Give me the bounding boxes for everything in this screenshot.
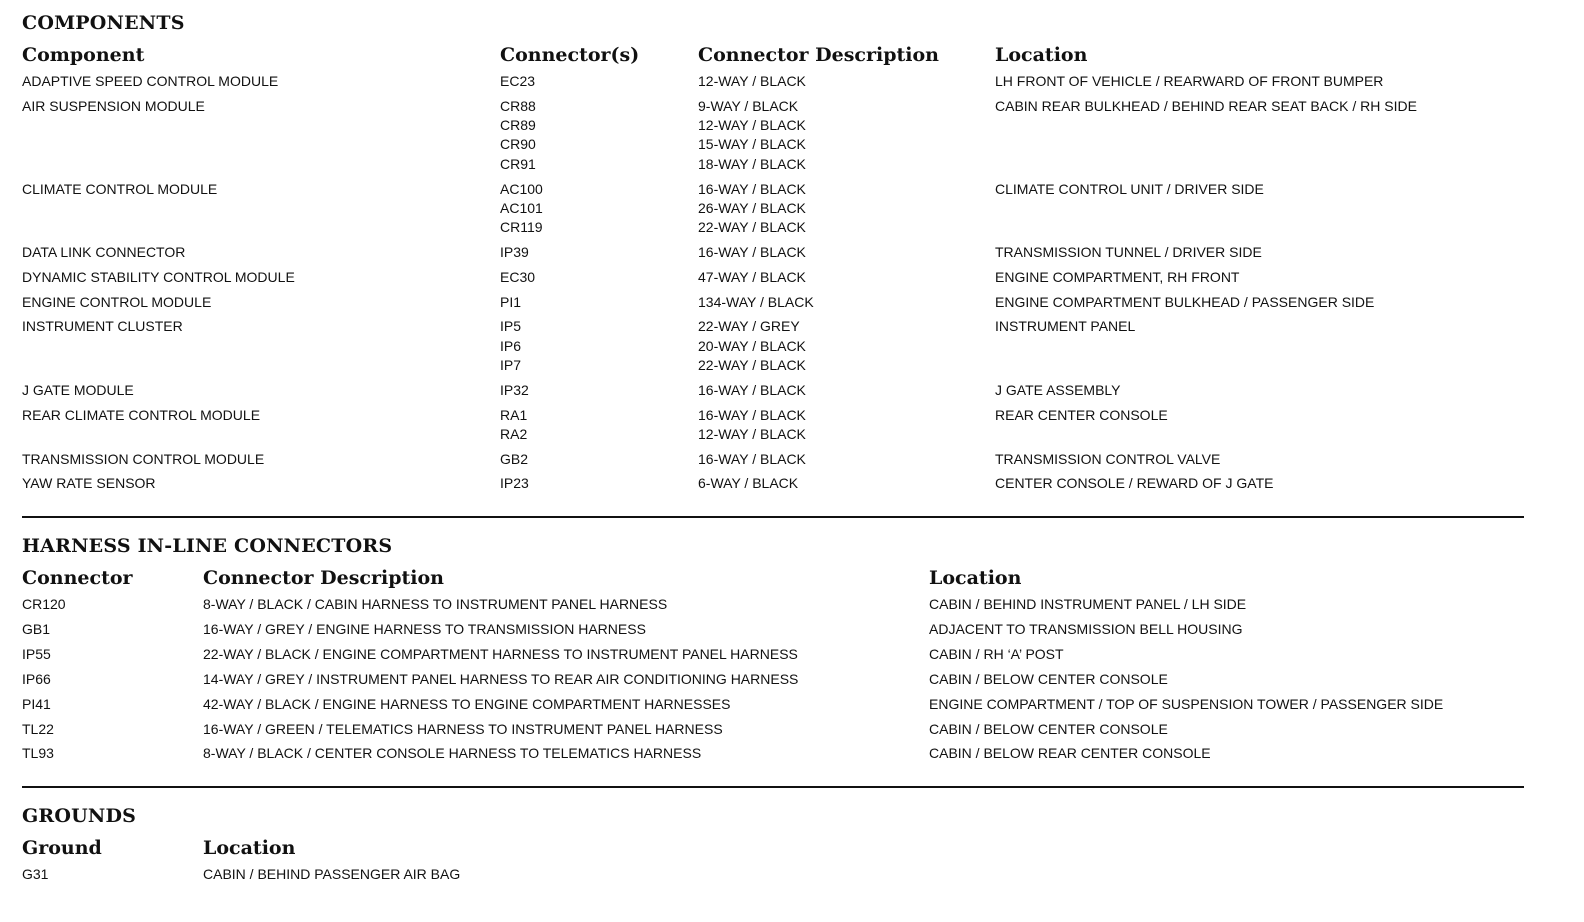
connector-description <box>698 268 806 287</box>
connector-description-line: 18-WAY / BLACK <box>698 155 806 172</box>
connector-description-line: 16-WAY / BLACK <box>698 381 806 398</box>
connector-description-line: 16-WAY / BLACK <box>698 243 806 260</box>
connector-id <box>22 645 51 664</box>
connector-location <box>929 620 1243 639</box>
connector-description-line: 9-WAY / BLACK <box>698 97 799 114</box>
connector-description-line: 8-WAY / BLACK / CENTER CONSOLE HARNESS TO TELEMATICS HARNESS <box>203 745 702 762</box>
connector-ids-line: PI1 <box>500 293 522 310</box>
harness-header-row <box>22 567 1524 595</box>
header-connector: Connector <box>22 567 133 589</box>
component-location <box>995 293 1374 312</box>
connector-ids-line: IP23 <box>500 475 529 492</box>
component-location-line: CLIMATE CONTROL UNIT / DRIVER SIDE <box>995 180 1264 197</box>
connector-location <box>929 720 1168 739</box>
connector-ids-line: GB2 <box>500 450 529 467</box>
connector-location <box>929 645 1064 664</box>
connector-description <box>698 381 806 400</box>
connector-description <box>203 670 798 689</box>
connector-location-line: CABIN / BELOW CENTER CONSOLE <box>929 720 1168 737</box>
connector-location-line: CABIN / BELOW REAR CENTER CONSOLE <box>929 745 1211 762</box>
connector-description <box>203 645 798 664</box>
ground-location <box>203 865 460 884</box>
harness-title: HARNESS IN-LINE CONNECTORS <box>22 535 393 557</box>
components-section <box>22 12 1524 492</box>
grounds-title: GROUNDS <box>22 805 137 827</box>
component-name <box>22 406 260 425</box>
connector-description <box>203 744 701 763</box>
connector-description-line: 47-WAY / BLACK <box>698 268 806 285</box>
connector-ids-line: IP6 <box>500 337 522 354</box>
connector-location-line: ADJACENT TO TRANSMISSION BELL HOUSING <box>929 620 1243 637</box>
connector-description <box>203 720 723 739</box>
connector-description-line: 20-WAY / BLACK <box>698 337 806 354</box>
component-name <box>22 474 156 493</box>
component-location <box>995 72 1383 91</box>
component-location-line: ENGINE COMPARTMENT BULKHEAD / PASSENGER SIDE <box>995 293 1375 310</box>
component-location-line: REAR CENTER CONSOLE <box>995 406 1168 423</box>
connector-description-line: 22-WAY / BLACK <box>698 219 806 236</box>
harness-section <box>22 535 1524 762</box>
connector-description-line: 16-WAY / GREEN / TELEMATICS HARNESS TO INSTRUMENT PANEL HARNESS <box>203 720 723 737</box>
component-location <box>995 406 1168 425</box>
connector-ids <box>500 268 535 287</box>
connector-ids-line: CR91 <box>500 155 536 172</box>
connector-ids <box>500 450 528 469</box>
section-divider <box>22 516 1524 518</box>
connector-description-line: 12-WAY / BLACK <box>698 425 806 442</box>
connector-location <box>929 595 1246 614</box>
connector-description-line: 22-WAY / BLACK / ENGINE COMPARTMENT HARNESS TO INSTRUMENT PANEL HARNESS <box>203 645 798 662</box>
connector-description-line: 42-WAY / BLACK / ENGINE HARNESS TO ENGINE COMPARTMENT HARNESSES <box>203 695 731 712</box>
connector-id <box>22 695 51 714</box>
component-name-line: CLIMATE CONTROL MODULE <box>22 180 218 197</box>
connector-id <box>22 670 51 689</box>
component-location <box>995 450 1220 469</box>
connector-id-line: TL22 <box>22 720 54 737</box>
grounds-header-row <box>22 837 1524 865</box>
component-name <box>22 268 295 287</box>
grounds-section <box>22 805 1524 882</box>
connector-id <box>22 620 50 639</box>
connector-ids <box>500 317 521 375</box>
component-name-line: ADAPTIVE SPEED CONTROL MODULE <box>22 73 279 89</box>
connector-ids-line: CR89 <box>500 117 536 134</box>
connector-description-line: 14-WAY / GREY / INSTRUMENT PANEL HARNESS TO REAR AIR CONDITIONING HARNESS <box>203 670 799 687</box>
connector-location-line: ENGINE COMPARTMENT / TOP OF SUSPENSION TOWER / PASSENGER SIDE <box>929 695 1444 712</box>
connector-description-line: 16-WAY / GREY / ENGINE HARNESS TO TRANSMISSION HARNESS <box>203 620 646 637</box>
connector-ids-line: AC101 <box>500 199 543 216</box>
component-location <box>995 317 1135 336</box>
connector-description <box>698 243 806 262</box>
connector-location <box>929 744 1211 763</box>
header-connector-description: Connector Description <box>203 567 444 589</box>
component-name-line: INSTRUMENT CLUSTER <box>22 318 183 335</box>
component-name <box>22 293 211 312</box>
connector-ids <box>500 474 529 493</box>
header-location: Location <box>995 44 1088 66</box>
connector-id-line: PI41 <box>22 695 51 712</box>
connector-ids-line: IP32 <box>500 381 529 398</box>
ground-id-line: G31 <box>22 866 49 882</box>
header-ground: Ground <box>22 837 102 859</box>
connector-description-line: 26-WAY / BLACK <box>698 199 806 216</box>
component-location-line: INSTRUMENT PANEL <box>995 318 1136 335</box>
connector-ids <box>500 97 536 174</box>
connector-ids <box>500 381 529 400</box>
connector-description-line: 6-WAY / BLACK <box>698 475 799 492</box>
connector-ids <box>500 180 543 238</box>
component-name-line: YAW RATE SENSOR <box>22 475 156 492</box>
connector-description-line: 134-WAY / BLACK <box>698 293 814 310</box>
component-location-line: TRANSMISSION TUNNEL / DRIVER SIDE <box>995 243 1262 260</box>
connector-description-line: 16-WAY / BLACK <box>698 406 806 423</box>
connector-location <box>929 695 1443 714</box>
connector-description <box>698 450 806 469</box>
component-location-line: J GATE ASSEMBLY <box>995 381 1121 398</box>
connector-description-line: 16-WAY / BLACK <box>698 180 806 197</box>
component-name <box>22 180 217 199</box>
component-location <box>995 180 1264 199</box>
component-name <box>22 381 134 400</box>
connector-ids <box>500 72 535 91</box>
connector-id <box>22 744 54 763</box>
component-name <box>22 243 185 262</box>
component-name-line: J GATE MODULE <box>22 381 134 398</box>
connector-ids-line: IP39 <box>500 243 529 260</box>
connector-description-line: 16-WAY / BLACK <box>698 450 806 467</box>
connector-ids <box>500 293 521 312</box>
connector-ids-line: RA2 <box>500 425 528 442</box>
connector-ids <box>500 243 529 262</box>
connector-description <box>698 180 806 238</box>
component-location-line: TRANSMISSION CONTROL VALVE <box>995 450 1221 467</box>
connector-id-line: IP55 <box>22 645 51 662</box>
component-name-line: ENGINE CONTROL MODULE <box>22 293 212 310</box>
header-connector-description: Connector Description <box>698 44 939 66</box>
connector-ids-line: AC100 <box>500 180 543 197</box>
component-location <box>995 268 1240 287</box>
component-name <box>22 97 205 116</box>
component-name-line: DYNAMIC STABILITY CONTROL MODULE <box>22 268 295 285</box>
component-location <box>995 381 1121 400</box>
component-location <box>995 243 1262 262</box>
connector-description <box>698 406 806 445</box>
connector-id <box>22 595 66 614</box>
component-location-line: LH FRONT OF VEHICLE / REARWARD OF FRONT BUMPER <box>995 73 1384 89</box>
connector-id-line: TL93 <box>22 745 54 762</box>
connector-description-line: 12-WAY / BLACK <box>698 73 806 89</box>
connector-description <box>203 620 646 639</box>
connector-ids-line: CR119 <box>500 219 543 236</box>
component-location-line: CABIN REAR BULKHEAD / BEHIND REAR SEAT BACK / RH SIDE <box>995 97 1417 114</box>
connector-id-line: IP66 <box>22 670 51 687</box>
components-title: COMPONENTS <box>22 12 185 34</box>
header-location: Location <box>929 567 1022 589</box>
connector-description <box>698 293 814 312</box>
connector-ids-line: EC30 <box>500 268 536 285</box>
connector-ids-line: IP7 <box>500 356 522 373</box>
connector-id-line: GB1 <box>22 620 51 637</box>
connector-ids-line: CR90 <box>500 136 536 153</box>
connector-ids <box>500 406 527 445</box>
connector-ids-line: RA1 <box>500 406 528 423</box>
connector-description <box>698 317 806 375</box>
component-name <box>22 317 183 336</box>
header-component: Component <box>22 44 145 66</box>
component-name <box>22 72 278 91</box>
component-location <box>995 97 1417 116</box>
connector-description <box>698 72 806 91</box>
components-header-row <box>22 44 1524 72</box>
connector-description <box>203 695 730 714</box>
connector-location <box>929 670 1168 689</box>
connector-id <box>22 720 54 739</box>
connector-description <box>698 97 806 174</box>
connector-description <box>203 595 667 614</box>
connector-description-line: 8-WAY / BLACK / CABIN HARNESS TO INSTRUMENT PANEL HARNESS <box>203 596 668 612</box>
component-name-line: AIR SUSPENSION MODULE <box>22 97 205 114</box>
component-location-line: CENTER CONSOLE / REWARD OF J GATE <box>995 475 1274 492</box>
connector-id-line: CR120 <box>22 596 66 612</box>
connector-description-line: 12-WAY / BLACK <box>698 117 806 134</box>
component-name-line: REAR CLIMATE CONTROL MODULE <box>22 406 261 423</box>
component-location-line: ENGINE COMPARTMENT, RH FRONT <box>995 268 1240 285</box>
connector-ids-line: IP5 <box>500 318 522 335</box>
ground-location-line: CABIN / BEHIND PASSENGER AIR BAG <box>203 866 461 882</box>
section-divider <box>22 786 1524 788</box>
connector-location-line: CABIN / BEHIND INSTRUMENT PANEL / LH SIDE <box>929 596 1247 612</box>
connector-location-line: CABIN / BELOW CENTER CONSOLE <box>929 670 1168 687</box>
header-connectors: Connector(s) <box>500 44 640 66</box>
component-name-line: TRANSMISSION CONTROL MODULE <box>22 450 265 467</box>
connector-ids-line: EC23 <box>500 73 536 89</box>
connector-ids-line: CR88 <box>500 97 536 114</box>
component-name <box>22 450 264 469</box>
component-name-line: DATA LINK CONNECTOR <box>22 243 186 260</box>
connector-location-line: CABIN / RH ‘A’ POST <box>929 645 1064 662</box>
header-location: Location <box>203 837 296 859</box>
connector-description-line: 22-WAY / GREY <box>698 318 800 335</box>
ground-id <box>22 865 48 884</box>
connector-description-line: 15-WAY / BLACK <box>698 136 806 153</box>
connector-description-line: 22-WAY / BLACK <box>698 356 806 373</box>
component-location <box>995 474 1273 493</box>
connector-description <box>698 474 798 493</box>
